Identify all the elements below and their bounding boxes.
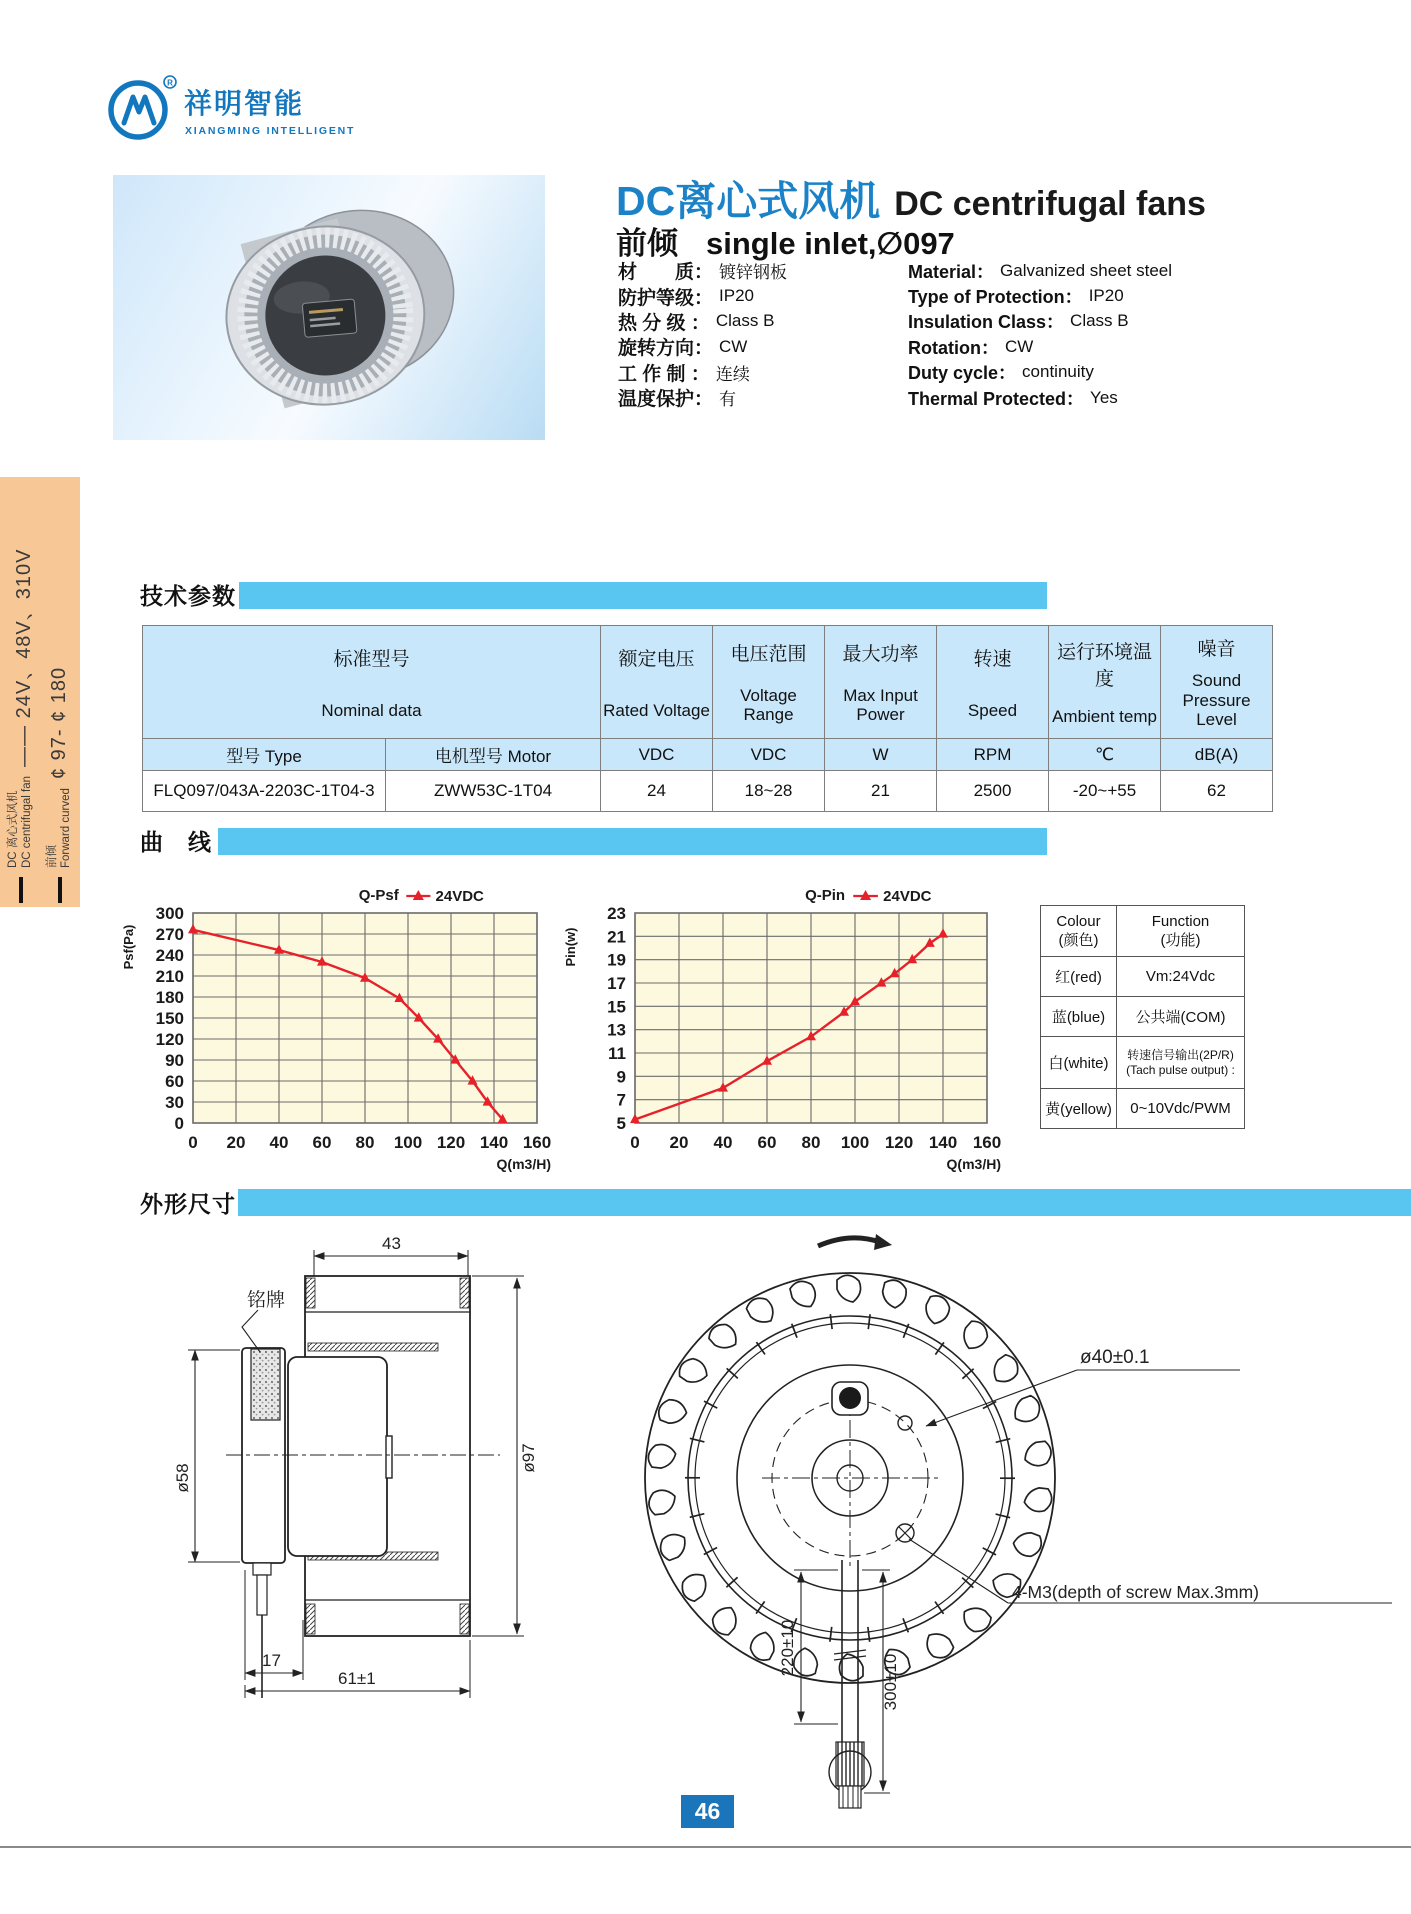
side-tab-series-row: DC 离心式风机 DC centrifugal fan —— 24V、48V、310V [7, 477, 36, 903]
svg-text:60: 60 [165, 1072, 184, 1091]
svg-text:270: 270 [155, 925, 184, 944]
svg-text:21: 21 [607, 927, 626, 947]
table-row: 红(red) Vm:24Vdc [1041, 957, 1245, 997]
svg-text:0: 0 [188, 1133, 198, 1152]
table-row: 蓝(blue) 公共端(COM) [1041, 997, 1245, 1037]
svg-text:140: 140 [479, 1133, 509, 1152]
page-number: 46 [681, 1795, 734, 1828]
logo-en-text: XIANGMING INTELLIGENT [185, 125, 356, 137]
company-logo [100, 66, 440, 150]
section-bar [238, 1189, 1411, 1216]
tick-mark [58, 877, 62, 903]
svg-text:15: 15 [607, 997, 626, 1017]
title-zh: DC离心式风机 [616, 178, 881, 224]
wire-colour-table: Colour (颜色) Function (功能) 红(red) Vm:24Vdc 蓝(blue) 公共端(COM) 白(white) 转速信号输出(2P/R) (Tach pulse output) : 黄(yellow) 0~10Vdc/PWM [1040, 905, 1245, 1129]
svg-text:61±1: 61±1 [338, 1669, 376, 1688]
logo-mark-icon [100, 66, 440, 150]
svg-text:Q(m3/H): Q(m3/H) [946, 1156, 1001, 1172]
svg-text:Q-Psf: Q-Psf [358, 887, 399, 904]
title-en: DC centrifugal fans [894, 185, 1206, 223]
svg-text:160: 160 [972, 1133, 1002, 1152]
svg-text:24VDC: 24VDC [435, 888, 484, 905]
product-photo [113, 175, 545, 440]
svg-text:90: 90 [165, 1051, 184, 1070]
svg-text:150: 150 [155, 1009, 184, 1028]
tech-table: 标准型号 Nominal data 额定电压 Rated Voltage 电压范围 Voltage Range 最大功率 Max Input Power 转速 Speed 运行环境温度 Ambient temp 噪音 Sound Pressure Level 型号 Type 电机型号 Motor VDC VDC W RPM ℃ dB(A) FLQ097/043A-2203C-1T04-3 ZWW53C-1T04 24 18~28 21 2500 -20~+55 62 [142, 625, 1273, 812]
logo-zh-text: 祥明智能 [184, 88, 305, 119]
chart-q-pin [542, 862, 1022, 1178]
svg-text:43: 43 [382, 1234, 401, 1253]
svg-text:Q-Pin: Q-Pin [805, 887, 846, 904]
subtitle-en: single inlet,∅097 [706, 226, 955, 261]
section-bar [239, 582, 1047, 609]
svg-text:60: 60 [312, 1133, 332, 1152]
svg-text:40: 40 [713, 1133, 733, 1152]
svg-text:60: 60 [757, 1133, 777, 1152]
svg-text:30: 30 [165, 1093, 184, 1112]
tick-mark [19, 877, 23, 903]
side-tab [0, 477, 80, 907]
svg-text:20: 20 [669, 1133, 689, 1152]
svg-text:7: 7 [616, 1090, 626, 1110]
svg-text:180: 180 [155, 988, 184, 1007]
svg-text:23: 23 [607, 904, 626, 923]
svg-text:100: 100 [840, 1133, 870, 1152]
section-title-dims: 外形尺寸 [140, 1191, 236, 1217]
svg-text:4-M3(depth of screw Max.3mm): 4-M3(depth of screw Max.3mm) [1012, 1582, 1260, 1602]
svg-text:19: 19 [607, 950, 626, 970]
svg-text:300: 300 [155, 904, 184, 923]
svg-text:ø40±0.1: ø40±0.1 [1080, 1347, 1150, 1368]
svg-text:160: 160 [522, 1133, 552, 1152]
svg-text:11: 11 [608, 1044, 626, 1063]
section-bar [218, 828, 1047, 855]
svg-text:80: 80 [801, 1133, 821, 1152]
svg-text:20: 20 [226, 1133, 246, 1152]
subtitle-zh: 前倾 [616, 226, 678, 261]
svg-text:120: 120 [436, 1133, 466, 1152]
svg-text:80: 80 [355, 1133, 375, 1152]
svg-text:0: 0 [630, 1133, 640, 1152]
table-row: FLQ097/043A-2203C-1T04-3 ZWW53C-1T04 24 18~28 21 2500 -20~+55 62 [143, 771, 1273, 812]
svg-text:5: 5 [616, 1114, 626, 1133]
svg-text:300±10: 300±10 [881, 1653, 900, 1711]
svg-text:ø58: ø58 [173, 1463, 192, 1493]
section-title-curve: 曲 线 [140, 829, 212, 855]
table-row: 黄(yellow) 0~10Vdc/PWM [1041, 1089, 1245, 1129]
spec-list-en: Material： Galvanized sheet steel Type of Protection： IP20 Insulation Class： Class B Rotation： CW Duty cycle： continuity Thermal Protected： Yes [908, 260, 1173, 409]
svg-text:ø97: ø97 [519, 1443, 538, 1473]
side-tab-type-row: 前倾 Forward curved ¢ 97- ¢ 180 [46, 477, 74, 903]
svg-text:R: R [167, 78, 173, 88]
svg-text:17: 17 [607, 974, 626, 993]
spec-list-zh: 材 质： 镀锌钢板 防护等级： IP20 热 分 级 ： Class B 旋转方向： CW 工 作 制 ： 连续 温度保护： 有 [618, 262, 788, 411]
svg-text:9: 9 [616, 1067, 626, 1087]
table-row: 白(white) 转速信号输出(2P/R) (Tach pulse output) : [1041, 1037, 1245, 1089]
section-title-tech: 技术参数 [140, 583, 236, 609]
svg-text:24VDC: 24VDC [883, 888, 932, 905]
svg-text:240: 240 [155, 946, 184, 965]
drawing-side-view [150, 1230, 580, 1750]
svg-text:17: 17 [262, 1651, 281, 1670]
svg-text:0: 0 [174, 1114, 184, 1133]
svg-text:Psf(Pa): Psf(Pa) [121, 924, 136, 970]
drawing-front-view [580, 1230, 1411, 1890]
svg-text:13: 13 [607, 1020, 626, 1040]
chart-q-psf [100, 862, 580, 1178]
svg-text:40: 40 [269, 1133, 289, 1152]
svg-text:100: 100 [393, 1133, 423, 1152]
footer-divider [0, 1846, 1411, 1848]
svg-text:铭牌: 铭牌 [247, 1290, 286, 1311]
svg-text:120: 120 [884, 1133, 914, 1152]
svg-text:140: 140 [928, 1133, 958, 1152]
svg-text:120: 120 [155, 1030, 184, 1049]
svg-text:210: 210 [155, 967, 184, 986]
svg-text:Pin(w): Pin(w) [563, 927, 578, 967]
svg-text:Q(m3/H): Q(m3/H) [496, 1156, 551, 1172]
svg-text:220±10: 220±10 [778, 1619, 797, 1677]
